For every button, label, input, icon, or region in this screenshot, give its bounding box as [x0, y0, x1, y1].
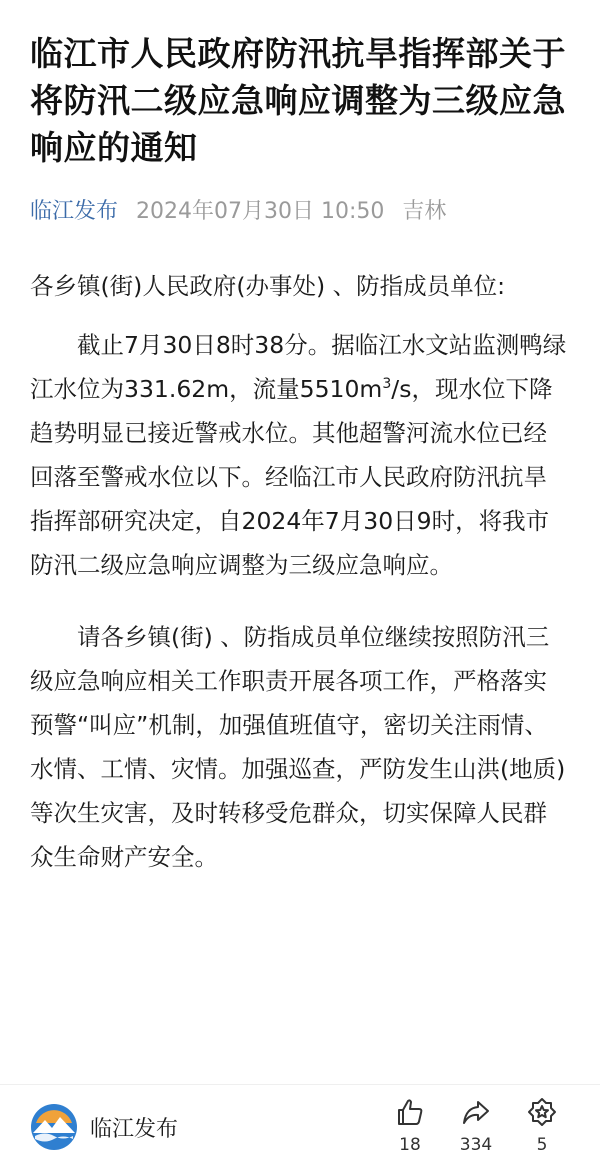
article-title: 临江市人民政府防汛抗旱指挥部关于将防汛二级应急响应调整为三级应急响应的通知 [30, 34, 566, 167]
article-body [30, 264, 570, 879]
publish-location: 吉林 [402, 198, 447, 224]
source-link[interactable]: 临江发布 [30, 198, 119, 224]
publish-time: 2024年07月30日 10:50 [136, 198, 385, 224]
article-meta [30, 189, 570, 229]
thumbs-up-icon [395, 1097, 425, 1127]
favorite-badge-icon [527, 1097, 557, 1127]
like-button[interactable] [380, 1097, 440, 1155]
share-arrow-icon [461, 1097, 491, 1127]
share-count: 334 [459, 1135, 493, 1155]
superscript-3: 3 [382, 376, 392, 393]
paragraph-1-text-b: /s，现水位下降趋势明显已接近警戒水位。其他超警河流水位已经回落至警戒水位以下。经临江市人民政府防汛抗旱指挥部研究决定，自2024年7月30日9时，将我市防汛二级应急响应调整为三级应急响应。 [30, 375, 553, 579]
account-name: 临江发布 [90, 1116, 179, 1142]
favorite-button[interactable] [512, 1097, 572, 1155]
body-paragraph-2: 请各乡镇(街) 、防指成员单位继续按照防汛三级应急响应相关工作职责开展各项工作，严格落实预警“叫应”机制，加强值班值守，密切关注雨情、水情、工情、灾情。加强巡查，严防发生山洪(地质) 等次生灾害，及时转移受危群众，切实保障人民群众生命财产安全。 [30, 623, 566, 871]
favorite-count: 5 [536, 1135, 548, 1155]
paragraph-1-text-a: 截止7月30日8时38分。据临江水文站监测鸭绿江水位为331.62m，流量5510m [30, 331, 567, 403]
account-link[interactable] [30, 1103, 178, 1151]
share-button[interactable] [446, 1097, 506, 1155]
salutation: 各乡镇(街)人民政府(办事处) 、防指成员单位: [30, 272, 506, 300]
like-count: 18 [399, 1135, 421, 1155]
body-paragraph-1 [30, 323, 570, 587]
bottom-action-bar [0, 1084, 600, 1167]
linjiang-logo-icon [30, 1103, 78, 1151]
